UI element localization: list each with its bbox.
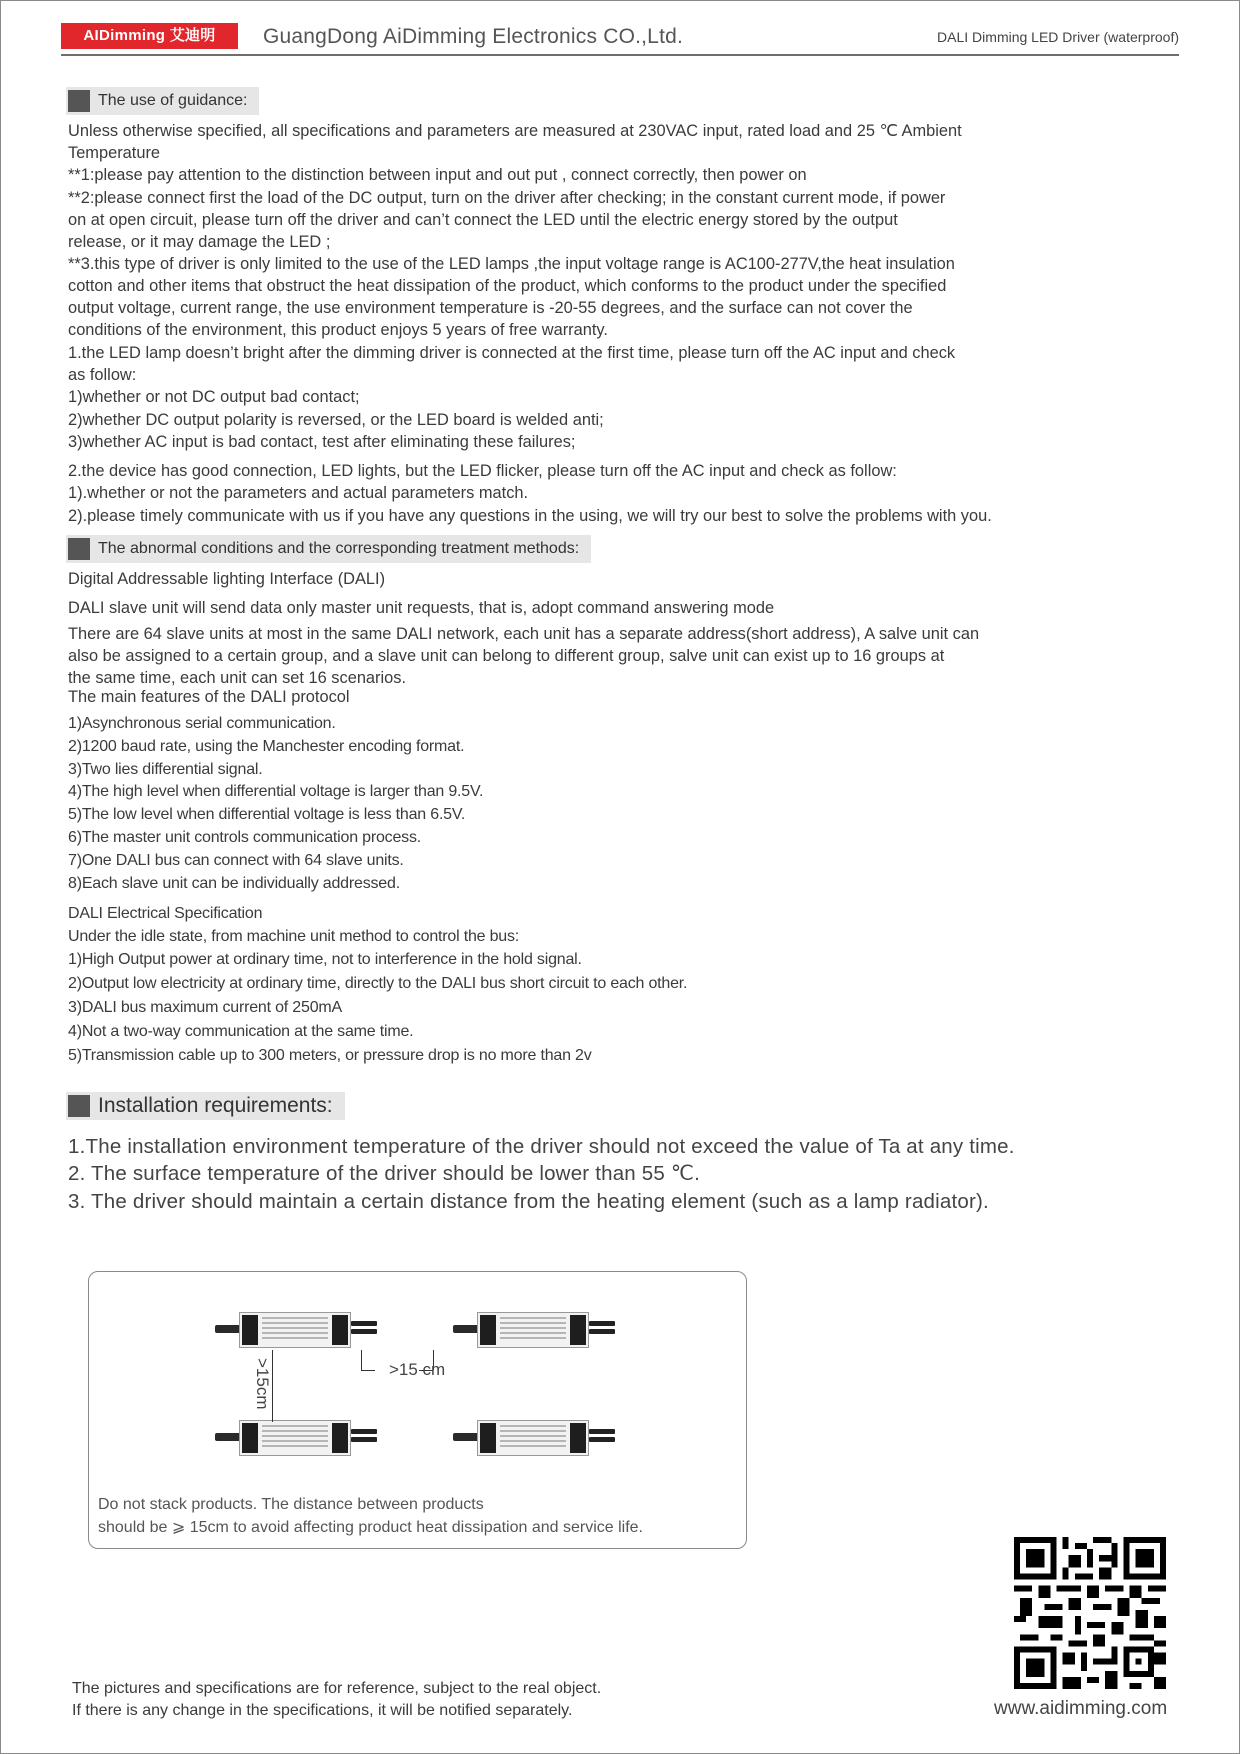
guidance-line: as follow:: [68, 366, 137, 384]
dali-features-title: The main features of the DALI protocol: [68, 688, 350, 706]
guidance-line: 3)whether AC input is bad contact, test after eliminating these failures;: [68, 433, 576, 451]
guidance-line: **3.this type of driver is only limited to the use of the LED lamps ,the input voltage range is AC100-277V,the heat insulation: [68, 255, 955, 273]
dali-feature: 8)Each slave unit can be individually addressed.: [68, 875, 400, 892]
section-heading-text: Installation requirements:: [98, 1094, 333, 1117]
electrical-spec-line: 4)Not a two-way communication at the same time.: [68, 1023, 414, 1040]
guidance-line: Temperature: [68, 144, 161, 162]
guidance-line: output voltage, current range, the use environment temperature is -20-55 degrees, and the surface can not cover the: [68, 299, 913, 317]
dali-feature: 4)The high level when differential voltage is larger than 9.5V.: [68, 783, 484, 800]
dali-feature: 3)Two lies differential signal.: [68, 761, 263, 778]
dali-line: also be assigned to a certain group, and a slave unit can belong to different group, salve unit can exist up to 16 groups at: [68, 647, 945, 665]
square-bullet-icon: [68, 1095, 90, 1117]
electrical-spec-line: 2)Output low electricity at ordinary time, directly to the DALI bus short circuit to each other.: [68, 975, 688, 992]
section-heading-abnormal: [66, 535, 591, 563]
section-heading-guidance: [66, 87, 259, 115]
guidance-line: cotton and other items that obstruct the heat dissipation of the product, which conforms to the product under the specified: [68, 277, 947, 295]
guidance-line: conditions of the environment, this product enjoys 5 years of free warranty.: [68, 321, 608, 339]
dali-line: There are 64 slave units at most in the same DALI network, each unit has a separate address(short address), A salve unit can: [68, 625, 980, 643]
dali-line: Digital Addressable lighting Interface (DALI): [68, 570, 386, 588]
guidance-line: 1)whether or not DC output bad contact;: [68, 388, 360, 406]
installation-line: 3. The driver should maintain a certain distance from the heating element (such as a lamp radiator).: [68, 1190, 989, 1213]
led-driver-image: [215, 1312, 375, 1350]
vertical-distance-label: >15cm: [253, 1358, 272, 1410]
page-header: [61, 23, 1179, 56]
installation-line: 2. The surface temperature of the driver should be lower than 55 ℃.: [68, 1162, 701, 1185]
guidance-line: 2.the device has good connection, LED lights, but the LED flicker, please turn off the AC input and check as follow:: [68, 462, 897, 480]
dali-feature: 5)The low level when differential voltage is less than 6.5V.: [68, 806, 466, 823]
arrow-vertical-icon: [272, 1350, 273, 1422]
dali-feature: 6)The master unit controls communication process.: [68, 829, 422, 846]
diagram-note-line: should be ⩾ 15cm to avoid affecting product heat dissipation and service life.: [98, 1519, 643, 1536]
installation-line: 1.The installation environment temperature of the driver should not exceed the value of Ta at any time.: [68, 1135, 1015, 1158]
dali-feature: 1)Asynchronous serial communication.: [68, 715, 336, 732]
footer-note-line: The pictures and specifications are for reference, subject to the real object.: [72, 1680, 602, 1697]
dali-feature: 7)One DALI bus can connect with 64 slave units.: [68, 852, 404, 869]
guidance-line: 2).please timely communicate with us if you have any questions in the using, we will try our best to solve the problems with you.: [68, 507, 992, 525]
electrical-spec-line: Under the idle state, from machine unit method to control the bus:: [68, 928, 520, 945]
led-driver-image: [453, 1420, 613, 1458]
led-driver-image: [453, 1312, 613, 1350]
guidance-line: **2:please connect first the load of the DC output, turn on the driver after checking; in the constant current mode, if power: [68, 189, 946, 207]
footer-note-line: If there is any change in the specifications, it will be notified separately.: [72, 1702, 573, 1719]
guidance-line: **1:please pay attention to the distinction between input and out put , connect correctly, then power on: [68, 166, 807, 184]
guidance-line: 1).whether or not the parameters and actual parameters match.: [68, 484, 529, 502]
dimension-guide-line: [361, 1350, 362, 1370]
qr-code-icon: [1014, 1537, 1166, 1689]
diagram-note-line: Do not stack products. The distance between products: [98, 1496, 484, 1513]
arrow-left-icon: [361, 1370, 375, 1371]
square-bullet-icon: [68, 538, 90, 560]
electrical-spec-line: 1)High Output power at ordinary time, not to interference in the hold signal.: [68, 951, 582, 968]
electrical-spec-line: 3)DALI bus maximum current of 250mA: [68, 999, 342, 1016]
led-driver-image: [215, 1420, 375, 1458]
guidance-line: Unless otherwise specified, all specifications and parameters are measured at 230VAC input, rated load and 25 ℃ Ambient: [68, 122, 962, 140]
dali-line: the same time, each unit can set 16 scenarios.: [68, 669, 407, 687]
horizontal-distance-label: >15 cm: [389, 1360, 446, 1379]
guidance-line: 1.the LED lamp doesn’t bright after the dimming driver is connected at the first time, please turn off the AC input and check: [68, 344, 956, 362]
section-heading-installation: [66, 1092, 345, 1120]
guidance-line: 2)whether DC output polarity is reversed, or the LED board is welded anti;: [68, 411, 604, 429]
company-name: GuangDong AiDimming Electronics CO.,Ltd.: [263, 25, 684, 48]
electrical-spec-title: DALI Electrical Specification: [68, 905, 263, 922]
website-link[interactable]: www.aidimming.com: [994, 1698, 1168, 1719]
section-heading-text: The abnormal conditions and the corresponding treatment methods:: [98, 540, 580, 557]
brand-logo: AIDimming 艾迪明: [61, 23, 238, 49]
dali-feature: 2)1200 baud rate, using the Manchester encoding format.: [68, 738, 465, 755]
document-title: DALI Dimming LED Driver (waterproof): [937, 29, 1179, 45]
guidance-line: on at open circuit, please turn off the driver and can’t connect the LED until the electric energy stored by the output: [68, 211, 898, 229]
spacing-diagram: [88, 1271, 747, 1549]
section-heading-text: The use of guidance:: [98, 92, 248, 109]
dali-line: DALI slave unit will send data only master unit requests, that is, adopt command answering mode: [68, 599, 775, 617]
electrical-spec-line: 5)Transmission cable up to 300 meters, or pressure drop is no more than 2v: [68, 1047, 592, 1064]
square-bullet-icon: [68, 90, 90, 112]
guidance-line: release, or it may damage the LED ;: [68, 233, 331, 251]
